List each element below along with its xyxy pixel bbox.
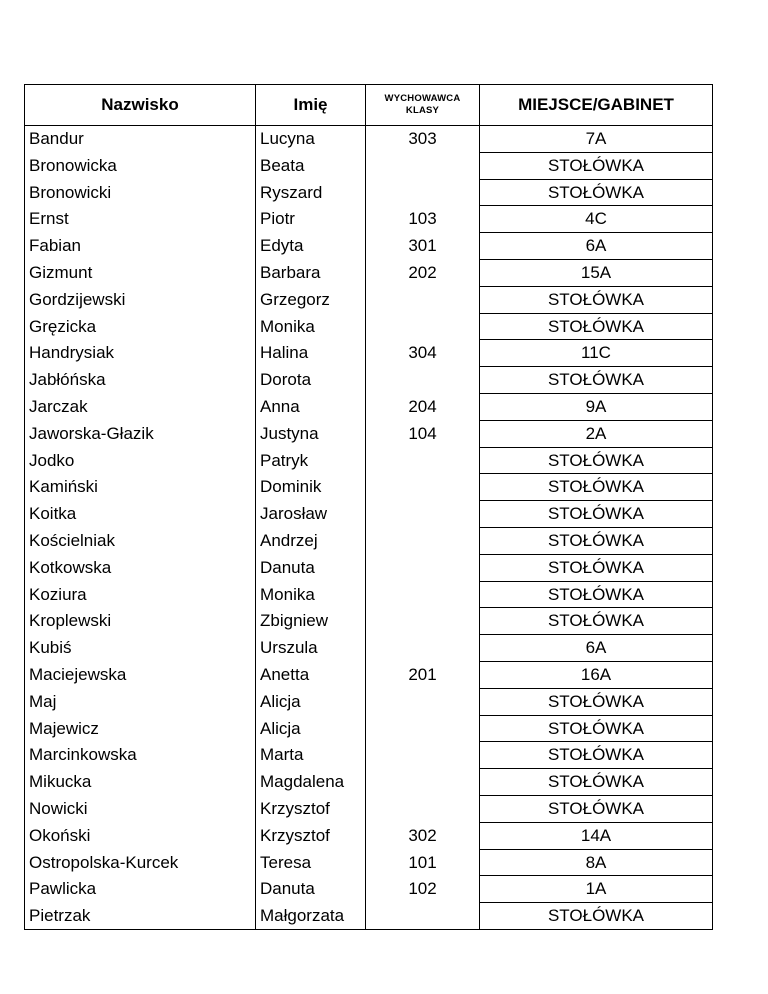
table-row — [25, 152, 713, 179]
table-row — [25, 259, 713, 286]
first-name-cell: Dorota — [256, 367, 366, 394]
class-cell — [366, 715, 480, 742]
location-cell: 15A — [480, 259, 713, 286]
class-cell: 103 — [366, 206, 480, 233]
location-cell: STOŁÓWKA — [480, 903, 713, 930]
surname-cell: Koziura — [25, 581, 256, 608]
first-name-cell: Teresa — [256, 849, 366, 876]
first-name-cell: Piotr — [256, 206, 366, 233]
location-cell: 8A — [480, 849, 713, 876]
location-cell: 7A — [480, 126, 713, 153]
class-cell — [366, 608, 480, 635]
location-cell: 4C — [480, 206, 713, 233]
table-row — [25, 554, 713, 581]
first-name-cell: Ryszard — [256, 179, 366, 206]
surname-cell: Mikucka — [25, 769, 256, 796]
location-cell: STOŁÓWKA — [480, 152, 713, 179]
surname-cell: Nowicki — [25, 795, 256, 822]
table-row — [25, 393, 713, 420]
surname-cell: Ostropolska-Kurcek — [25, 849, 256, 876]
first-name-cell: Halina — [256, 340, 366, 367]
class-cell — [366, 581, 480, 608]
table-row — [25, 126, 713, 153]
first-name-cell: Grzegorz — [256, 286, 366, 313]
surname-cell: Kubiś — [25, 635, 256, 662]
surname-cell: Jabłóńska — [25, 367, 256, 394]
location-cell: STOŁÓWKA — [480, 313, 713, 340]
class-cell: 101 — [366, 849, 480, 876]
table-row — [25, 367, 713, 394]
table-row — [25, 795, 713, 822]
location-cell: STOŁÓWKA — [480, 501, 713, 528]
table-row — [25, 527, 713, 554]
location-cell: 2A — [480, 420, 713, 447]
surname-cell: Gręzicka — [25, 313, 256, 340]
table-row — [25, 715, 713, 742]
class-cell — [366, 286, 480, 313]
surname-cell: Okoński — [25, 822, 256, 849]
table-row — [25, 903, 713, 930]
first-name-cell: Andrzej — [256, 527, 366, 554]
first-name-cell: Barbara — [256, 259, 366, 286]
table-row — [25, 635, 713, 662]
table-row — [25, 313, 713, 340]
header-location: MIEJSCE/GABINET — [480, 85, 713, 126]
header-first-name: Imię — [256, 85, 366, 126]
first-name-cell: Zbigniew — [256, 608, 366, 635]
first-name-cell: Alicja — [256, 715, 366, 742]
first-name-cell: Monika — [256, 581, 366, 608]
location-cell: STOŁÓWKA — [480, 769, 713, 796]
surname-cell: Jodko — [25, 447, 256, 474]
staff-location-table — [24, 84, 713, 930]
surname-cell: Handrysiak — [25, 340, 256, 367]
location-cell: STOŁÓWKA — [480, 608, 713, 635]
first-name-cell: Monika — [256, 313, 366, 340]
table-row — [25, 688, 713, 715]
surname-cell: Kotkowska — [25, 554, 256, 581]
table-header — [25, 85, 713, 126]
surname-cell: Majewicz — [25, 715, 256, 742]
class-cell: 302 — [366, 822, 480, 849]
surname-cell: Ernst — [25, 206, 256, 233]
class-cell: 201 — [366, 661, 480, 688]
class-cell — [366, 554, 480, 581]
location-cell: 6A — [480, 635, 713, 662]
surname-cell: Bronowicki — [25, 179, 256, 206]
surname-cell: Kościelniak — [25, 527, 256, 554]
header-row — [25, 85, 713, 126]
table-row — [25, 822, 713, 849]
class-cell — [366, 769, 480, 796]
surname-cell: Jarczak — [25, 393, 256, 420]
class-cell — [366, 742, 480, 769]
table-row — [25, 474, 713, 501]
class-cell — [366, 903, 480, 930]
class-cell: 301 — [366, 233, 480, 260]
surname-cell: Kamiński — [25, 474, 256, 501]
first-name-cell: Magdalena — [256, 769, 366, 796]
first-name-cell: Beata — [256, 152, 366, 179]
header-class-teacher-line2: KLASY — [405, 105, 440, 116]
table-row — [25, 501, 713, 528]
table-row — [25, 849, 713, 876]
first-name-cell: Krzysztof — [256, 822, 366, 849]
first-name-cell: Lucyna — [256, 126, 366, 153]
table-row — [25, 286, 713, 313]
header-class-teacher-line1: WYCHOWAWCA — [384, 93, 461, 104]
surname-cell: Bandur — [25, 126, 256, 153]
first-name-cell: Patryk — [256, 447, 366, 474]
class-cell — [366, 527, 480, 554]
location-cell: STOŁÓWKA — [480, 527, 713, 554]
location-cell: 1A — [480, 876, 713, 903]
surname-cell: Kroplewski — [25, 608, 256, 635]
class-cell — [366, 688, 480, 715]
class-cell — [366, 152, 480, 179]
first-name-cell: Jarosław — [256, 501, 366, 528]
first-name-cell: Marta — [256, 742, 366, 769]
surname-cell: Marcinkowska — [25, 742, 256, 769]
class-cell: 304 — [366, 340, 480, 367]
class-cell — [366, 179, 480, 206]
surname-cell: Pietrzak — [25, 903, 256, 930]
table-row — [25, 233, 713, 260]
first-name-cell: Danuta — [256, 554, 366, 581]
class-cell — [366, 367, 480, 394]
class-cell: 204 — [366, 393, 480, 420]
class-cell — [366, 447, 480, 474]
header-surname: Nazwisko — [25, 85, 256, 126]
class-cell — [366, 635, 480, 662]
header-class-teacher — [366, 85, 480, 126]
location-cell: STOŁÓWKA — [480, 795, 713, 822]
location-cell: 11C — [480, 340, 713, 367]
table-row — [25, 661, 713, 688]
table-row — [25, 608, 713, 635]
location-cell: 6A — [480, 233, 713, 260]
first-name-cell: Danuta — [256, 876, 366, 903]
table-body — [25, 126, 713, 930]
location-cell: STOŁÓWKA — [480, 447, 713, 474]
class-cell: 202 — [366, 259, 480, 286]
location-cell: 14A — [480, 822, 713, 849]
location-cell: STOŁÓWKA — [480, 581, 713, 608]
first-name-cell: Alicja — [256, 688, 366, 715]
first-name-cell: Małgorzata — [256, 903, 366, 930]
surname-cell: Koitka — [25, 501, 256, 528]
table-row — [25, 340, 713, 367]
first-name-cell: Justyna — [256, 420, 366, 447]
first-name-cell: Dominik — [256, 474, 366, 501]
class-cell: 104 — [366, 420, 480, 447]
location-cell: STOŁÓWKA — [480, 474, 713, 501]
class-cell — [366, 795, 480, 822]
location-cell: 16A — [480, 661, 713, 688]
class-cell — [366, 501, 480, 528]
surname-cell: Fabian — [25, 233, 256, 260]
surname-cell: Gizmunt — [25, 259, 256, 286]
first-name-cell: Anetta — [256, 661, 366, 688]
class-cell — [366, 313, 480, 340]
location-cell: STOŁÓWKA — [480, 179, 713, 206]
first-name-cell: Krzysztof — [256, 795, 366, 822]
location-cell: STOŁÓWKA — [480, 742, 713, 769]
surname-cell: Pawlicka — [25, 876, 256, 903]
location-cell: STOŁÓWKA — [480, 688, 713, 715]
table-row — [25, 876, 713, 903]
first-name-cell: Urszula — [256, 635, 366, 662]
surname-cell: Maj — [25, 688, 256, 715]
surname-cell: Bronowicka — [25, 152, 256, 179]
class-cell: 102 — [366, 876, 480, 903]
table-row — [25, 420, 713, 447]
first-name-cell: Anna — [256, 393, 366, 420]
surname-cell: Jaworska-Głazik — [25, 420, 256, 447]
table-row — [25, 206, 713, 233]
table-row — [25, 769, 713, 796]
table-row — [25, 447, 713, 474]
location-cell: 9A — [480, 393, 713, 420]
class-cell: 303 — [366, 126, 480, 153]
class-cell — [366, 474, 480, 501]
location-cell: STOŁÓWKA — [480, 286, 713, 313]
location-cell: STOŁÓWKA — [480, 367, 713, 394]
table-row — [25, 179, 713, 206]
table-row — [25, 581, 713, 608]
location-cell: STOŁÓWKA — [480, 554, 713, 581]
table-row — [25, 742, 713, 769]
location-cell: STOŁÓWKA — [480, 715, 713, 742]
surname-cell: Gordzijewski — [25, 286, 256, 313]
surname-cell: Maciejewska — [25, 661, 256, 688]
first-name-cell: Edyta — [256, 233, 366, 260]
